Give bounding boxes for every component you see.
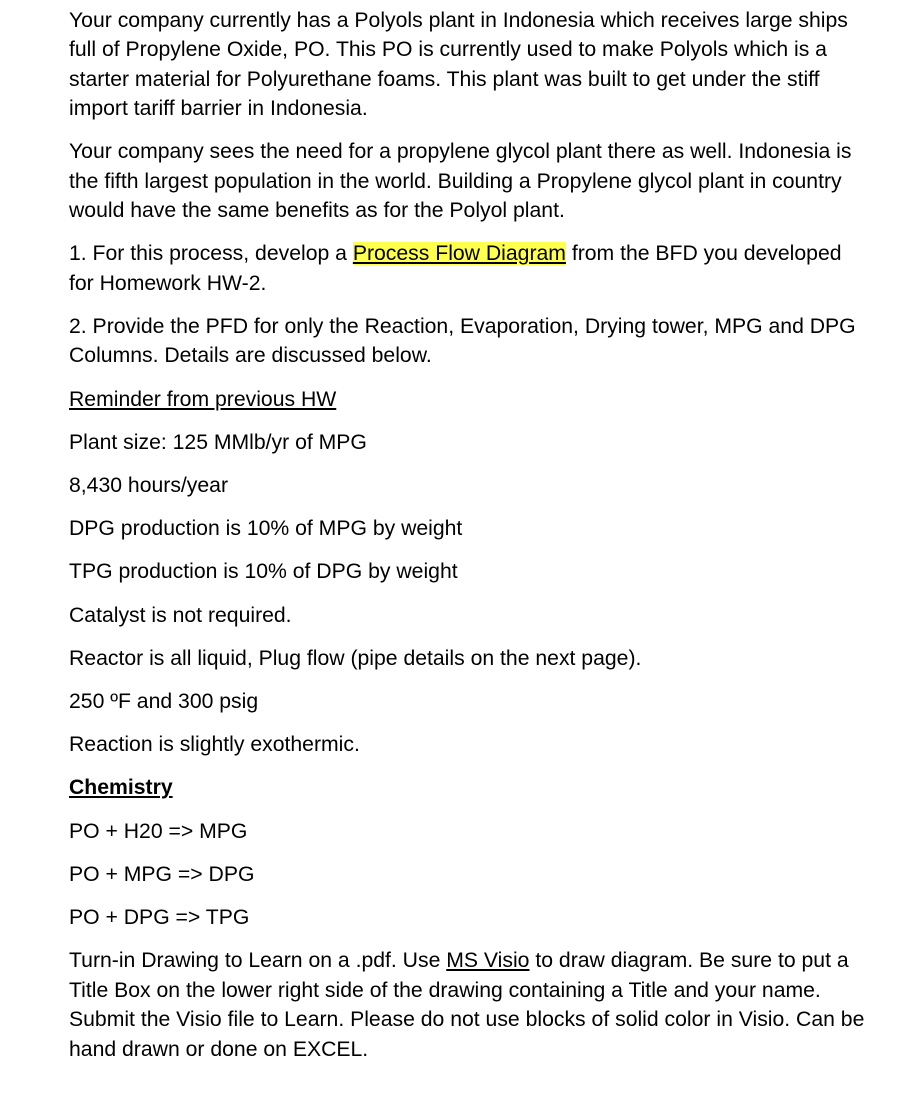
- task-item-1: [69, 239, 869, 298]
- reaction-line: PO + DPG => TPG: [69, 906, 250, 930]
- spec-line: Reaction is slightly exothermic.: [69, 733, 360, 757]
- spec-line: Plant size: 125 MMlb/yr of MPG: [69, 430, 367, 454]
- highlighted-pfd-term: Process Flow Diagram: [352, 242, 566, 266]
- spec-line: DPG production is 10% of MPG by weight: [69, 517, 463, 541]
- submission-after: to draw diagram. Be sure to put a Title Box on the lower right side of the drawing containing a Title and your name. Submit the Visio file to Learn. Please do not use blocks of solid color in Visio. Can be hand drawn or done on EXCEL.: [69, 949, 865, 1061]
- submission-before: Turn-in Drawing to Learn on a .pdf. Use: [69, 949, 447, 973]
- spec-line: 250 ºF and 300 psig: [69, 690, 259, 714]
- intro-paragraph: Your company currently has a Polyols plant in Indonesia which receives large ships full of Propylene Oxide, PO. This PO is currently used to make Polyols which is a starter material for Polyurethane foams. This plant was built to get under the stiff import tariff barrier in Indonesia.: [69, 9, 848, 121]
- context-paragraph: Your company sees the need for a propylene glycol plant there as well. Indonesia is the fifth largest population in the world. Building a Propylene glycol plant in country would have the same benefits as for the Polyol plant.: [69, 140, 852, 223]
- task-item-1-before: 1. For this process, develop a: [69, 242, 353, 266]
- spec-line: TPG production is 10% of DPG by weight: [69, 560, 458, 584]
- document-page: [69, 6, 869, 1078]
- reminder-heading: Reminder from previous HW: [69, 387, 337, 411]
- reaction-line: PO + H20 => MPG: [69, 819, 248, 843]
- spec-line: 8,430 hours/year: [69, 474, 229, 498]
- ms-visio-link[interactable]: MS Visio: [446, 949, 530, 973]
- task-item-2: 2. Provide the PFD for only the Reaction, Evaporation, Drying tower, MPG and DPG Columns. Details are discussed below.: [69, 315, 856, 368]
- submission-instructions: [69, 946, 869, 1064]
- chemistry-heading: Chemistry: [69, 776, 173, 800]
- task-item-1-after: from the BFD you developed for Homework HW-2.: [69, 242, 842, 295]
- spec-line: Reactor is all liquid, Plug flow (pipe details on the next page).: [69, 646, 642, 670]
- reaction-line: PO + MPG => DPG: [69, 862, 255, 886]
- spec-line: Catalyst is not required.: [69, 603, 292, 627]
